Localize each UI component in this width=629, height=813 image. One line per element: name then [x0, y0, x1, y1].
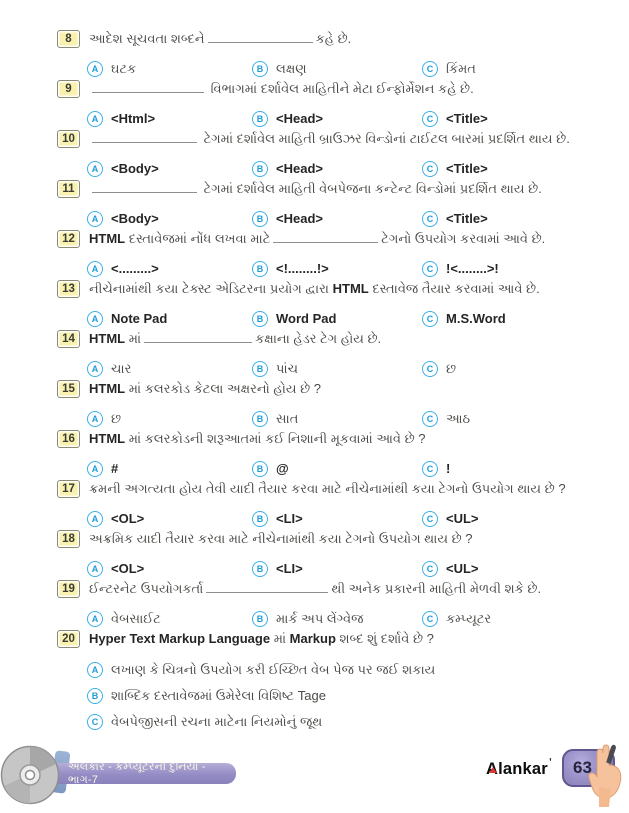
question-number-badge: 10: [57, 130, 80, 148]
option-letter-badge: C: [422, 61, 438, 77]
option-text: Word Pad: [276, 310, 337, 326]
option-letter-badge: A: [87, 311, 103, 327]
option-letter-badge: C: [422, 411, 438, 427]
option: [87, 511, 252, 527]
option-letter-badge: C: [87, 714, 103, 730]
question-line: [57, 280, 615, 307]
question-text: [89, 230, 545, 248]
question-block: [57, 380, 615, 430]
option: [252, 411, 422, 427]
option: [87, 657, 615, 683]
question-text: [89, 530, 472, 548]
question-text-segment: કક્ષાના હેડર ટેગ હોય છે.: [255, 331, 382, 346]
question-text-segment: ક્રમની અગત્યતા હોય તેવી યાદી તૈયાર કરવા માટે નીચેનામાંથી કયા ટેગનો ઉપયોગ થાય છે ?: [89, 481, 566, 496]
question-text: [89, 130, 570, 148]
option: [422, 61, 615, 77]
question-options: [57, 157, 615, 180]
option-letter-badge: B: [252, 161, 268, 177]
question-text-segment: માં કલરકોડ કેટલા અક્ષરનો હોય છે ?: [125, 381, 322, 396]
option-text: વેબસાઈટ: [111, 610, 161, 626]
option: [87, 561, 252, 577]
option: [252, 261, 422, 277]
question-text: [89, 630, 434, 648]
question-text-segment: HTML: [332, 281, 369, 296]
question-block: [57, 480, 615, 530]
option: [252, 611, 422, 627]
logo-tick-mark: ʼ: [548, 757, 552, 768]
option-letter-badge: C: [422, 611, 438, 627]
option-text: <LI>: [276, 560, 303, 576]
option: [87, 211, 252, 227]
question-text-segment: શબ્દ શું દર્શાવે છે ?: [335, 631, 434, 646]
option-letter-badge: A: [87, 261, 103, 277]
alankar-logo: [486, 757, 552, 779]
question-text: [89, 30, 351, 48]
footer: [0, 742, 629, 809]
option: [87, 709, 615, 735]
questions-section: [57, 30, 615, 735]
question-number-badge: 14: [57, 330, 80, 348]
option-text: <Title>: [446, 110, 488, 126]
option: [422, 511, 615, 527]
question-options: [57, 307, 615, 330]
option: [422, 261, 615, 277]
option-letter-badge: C: [422, 311, 438, 327]
option-letter-badge: C: [422, 461, 438, 477]
option-letter-badge: A: [87, 411, 103, 427]
option: [87, 611, 252, 627]
question-options: [57, 657, 615, 735]
option-letter-badge: A: [87, 161, 103, 177]
question-text: [89, 380, 321, 398]
question-number-badge: 18: [57, 530, 80, 548]
question-block: [57, 130, 615, 180]
option-text: લખાણ કે ચિત્રનો ઉપયોગ કરી ઈચ્છિત વેબ પેજ પર જઈ શકાય: [111, 662, 436, 677]
footer-banner-text: અલંકાર - કમ્પ્યૂટરની દુનિયા - ભાગ-7: [68, 760, 206, 786]
option: [252, 161, 422, 177]
option-letter-badge: B: [252, 411, 268, 427]
question-text: [89, 180, 542, 198]
question-block: [57, 180, 615, 230]
option-letter-badge: A: [87, 211, 103, 227]
option-letter-badge: C: [422, 511, 438, 527]
question-options: [57, 257, 615, 280]
question-block: [57, 630, 615, 735]
option-text: વેબપેજીસની રચના માટેના નિયમોનું જૂથ: [111, 714, 323, 729]
option: [252, 511, 422, 527]
option-text: <OL>: [111, 510, 145, 526]
question-text-segment: માં: [125, 331, 142, 346]
option-text: સાત: [276, 410, 299, 426]
option-text: <Head>: [276, 210, 323, 226]
option: [252, 61, 422, 77]
question-options: [57, 107, 615, 130]
option-letter-badge: B: [252, 311, 268, 327]
question-options: [57, 407, 615, 430]
option: [422, 161, 615, 177]
question-block: [57, 30, 615, 80]
cd-icon: [0, 745, 62, 812]
hand-cursor-icon: [583, 741, 625, 813]
question-text: [89, 580, 541, 598]
blank-line: [206, 580, 328, 593]
option: [252, 211, 422, 227]
option-letter-badge: B: [252, 561, 268, 577]
question-number-badge: 15: [57, 380, 80, 398]
option-text: શાબ્દિક દસ્તાવેજમાં ઉમેરેલા વિશિષ્ટ Tage: [111, 688, 326, 703]
option-text: પાંચ: [276, 360, 299, 376]
option-letter-badge: C: [422, 261, 438, 277]
option-letter-badge: B: [252, 511, 268, 527]
question-text-segment: માં કલરકોડની શરૂઆતમાં કઈ નિશાની મૂકવામાં આવે છે ?: [125, 431, 426, 446]
option: [422, 411, 615, 427]
option-letter-badge: B: [252, 461, 268, 477]
blank-line: [92, 180, 197, 193]
option-text: છ: [446, 360, 457, 376]
question-line: [57, 230, 615, 257]
option-text: <!........!>: [276, 260, 329, 276]
question-line: [57, 180, 615, 207]
option: [422, 111, 615, 127]
blank-line: [92, 130, 197, 143]
question-text: [89, 480, 566, 498]
option-text: <Body>: [111, 210, 159, 226]
blank-line: [92, 80, 204, 93]
blank-line: [208, 30, 313, 43]
option-text: <Head>: [276, 160, 323, 176]
option-letter-badge: A: [87, 662, 103, 678]
question-options: [57, 57, 615, 80]
footer-banner: [38, 760, 236, 786]
question-text: [89, 330, 381, 348]
question-options: [57, 457, 615, 480]
option-text: <Head>: [276, 110, 323, 126]
question-line: [57, 380, 615, 407]
option-text: <Html>: [111, 110, 156, 126]
option-text: ઘટક: [111, 60, 137, 76]
question-options: [57, 607, 615, 630]
option-text: <Title>: [446, 210, 488, 226]
question-number-badge: 16: [57, 430, 80, 448]
question-options: [57, 507, 615, 530]
alankar-triangle-logo: [489, 767, 497, 773]
option-letter-badge: A: [87, 511, 103, 527]
question-text-segment: HTML: [89, 381, 126, 396]
option: [252, 311, 422, 327]
option: [422, 361, 615, 377]
option-letter-badge: A: [87, 561, 103, 577]
question-text-segment: દસ્તાવેજમાં નોંધ લખવા માટે: [125, 231, 271, 246]
question-text-segment: ઈન્ટરનેટ ઉપયોગકર્તા: [89, 581, 204, 596]
option-text: <UL>: [446, 510, 479, 526]
question-number-badge: 20: [57, 630, 80, 648]
option-text: M.S.Word: [446, 310, 506, 326]
option-text: <Title>: [446, 160, 488, 176]
option-text: !<........>!: [446, 260, 499, 276]
option: [252, 361, 422, 377]
question-number-badge: 8: [57, 30, 80, 48]
question-line: [57, 130, 615, 157]
alankar-logo-text: Alankar: [486, 760, 548, 778]
option: [87, 161, 252, 177]
option-letter-badge: A: [87, 61, 103, 77]
question-text: [89, 280, 540, 298]
option-letter-badge: A: [87, 461, 103, 477]
question-line: [57, 30, 615, 57]
option-text: <LI>: [276, 510, 303, 526]
question-line: [57, 530, 615, 557]
blank-line: [273, 230, 378, 243]
question-text-segment: ટેગનો ઉપયોગ કરવામાં આવે છે.: [381, 231, 546, 246]
question-text-segment: ટેગમાં દર્શાવેલ માહિતી બ્રાઉઝર વિન્ડોનાં ટાઈટલ બારમાં પ્રદર્શિત થાય છે.: [200, 131, 570, 146]
question-text-segment: Markup: [289, 631, 336, 646]
option: [252, 111, 422, 127]
option: [422, 611, 615, 627]
question-line: [57, 630, 615, 657]
option: [422, 561, 615, 577]
question-options: [57, 357, 615, 380]
option-letter-badge: B: [252, 61, 268, 77]
question-number-badge: 19: [57, 580, 80, 598]
option-text: @: [276, 460, 289, 476]
option: [422, 211, 615, 227]
option-text: આઠ: [446, 410, 471, 426]
question-block: [57, 230, 615, 280]
question-text-segment: વિભાગમાં દર્શાવેલ માહિતીને મેટા ઈન્ફોર્મેશન કહે છે.: [207, 81, 474, 96]
question-line: [57, 330, 615, 357]
question-line: [57, 430, 615, 457]
question-block: [57, 530, 615, 580]
option-letter-badge: B: [87, 688, 103, 704]
option: [252, 461, 422, 477]
question-number-badge: 11: [57, 180, 80, 198]
option: [87, 411, 252, 427]
question-block: [57, 430, 615, 480]
question-text: [89, 80, 474, 98]
option-text: કિંમત: [446, 60, 476, 76]
question-number-badge: 17: [57, 480, 80, 498]
question-text-segment: HTML: [89, 431, 126, 446]
option: [422, 311, 615, 327]
option-letter-badge: A: [87, 611, 103, 627]
option-text: છ: [111, 410, 122, 426]
option-letter-badge: C: [422, 161, 438, 177]
option: [87, 461, 252, 477]
option-letter-badge: B: [252, 361, 268, 377]
option: [87, 361, 252, 377]
question-text-segment: ટેગમાં દર્શાવેલ માહિતી વેબપેજના કન્ટેન્ટ વિન્ડોમાં પ્રદર્શિત થાય છે.: [200, 181, 542, 196]
option: [87, 261, 252, 277]
option-letter-badge: A: [87, 361, 103, 377]
option-letter-badge: C: [422, 111, 438, 127]
option-text: !: [446, 460, 451, 476]
question-number-badge: 12: [57, 230, 80, 248]
option: [87, 61, 252, 77]
option-text: કમ્પ્યૂટર: [446, 610, 492, 626]
option-text: લક્ષણ: [276, 60, 307, 76]
question-text: [89, 430, 426, 448]
option-letter-badge: C: [422, 361, 438, 377]
option-text: <OL>: [111, 560, 145, 576]
question-text-segment: કહે છે.: [315, 31, 352, 46]
option-text: ચાર: [111, 360, 132, 376]
question-line: [57, 580, 615, 607]
option-text: <.........>: [111, 260, 159, 276]
question-line: [57, 480, 615, 507]
question-text-segment: માં: [270, 631, 290, 646]
question-number-badge: 13: [57, 280, 80, 298]
option-text: માર્ક અપ લેંગ્વેજ: [276, 610, 364, 626]
option-letter-badge: B: [252, 211, 268, 227]
question-text-segment: દસ્તાવેજ તૈયાર કરવામાં આવે છે.: [368, 281, 540, 296]
question-text-segment: નીચેનામાંથી કયા ટેક્સ્ટ એડિટરના પ્રયોગ દ્વારા: [89, 281, 333, 296]
question-block: [57, 280, 615, 330]
option: [87, 311, 252, 327]
question-block: [57, 580, 615, 630]
option-text: <Body>: [111, 160, 159, 176]
option-letter-badge: B: [252, 111, 268, 127]
question-text-segment: Hyper Text Markup Language: [89, 631, 271, 646]
option-text: #: [111, 460, 119, 476]
question-text-segment: અક્રમિક યાદી તૈયાર કરવા માટે નીચેનામાંથી કયા ટેગનો ઉપયોગ થાય છે ?: [89, 531, 473, 546]
option: [87, 111, 252, 127]
question-text-segment: થી અનેક પ્રકારની માહિતી મેળવી શકે છે.: [331, 581, 542, 596]
question-number-badge: 9: [57, 80, 80, 98]
question-block: [57, 80, 615, 130]
option-letter-badge: C: [422, 211, 438, 227]
question-options: [57, 557, 615, 580]
option-letter-badge: B: [252, 261, 268, 277]
question-text-segment: આદેશ સૂચવતા શબ્દને: [89, 31, 205, 46]
option: [252, 561, 422, 577]
option-letter-badge: B: [252, 611, 268, 627]
option-text: Note Pad: [111, 310, 168, 326]
option-letter-badge: A: [87, 111, 103, 127]
option-letter-badge: C: [422, 561, 438, 577]
question-text-segment: HTML: [89, 231, 126, 246]
page-number: 63: [573, 758, 592, 777]
question-line: [57, 80, 615, 107]
option: [87, 683, 615, 709]
question-options: [57, 207, 615, 230]
question-text-segment: HTML: [89, 331, 126, 346]
option-text: <UL>: [446, 560, 479, 576]
question-block: [57, 330, 615, 380]
option: [422, 461, 615, 477]
blank-line: [144, 330, 252, 343]
